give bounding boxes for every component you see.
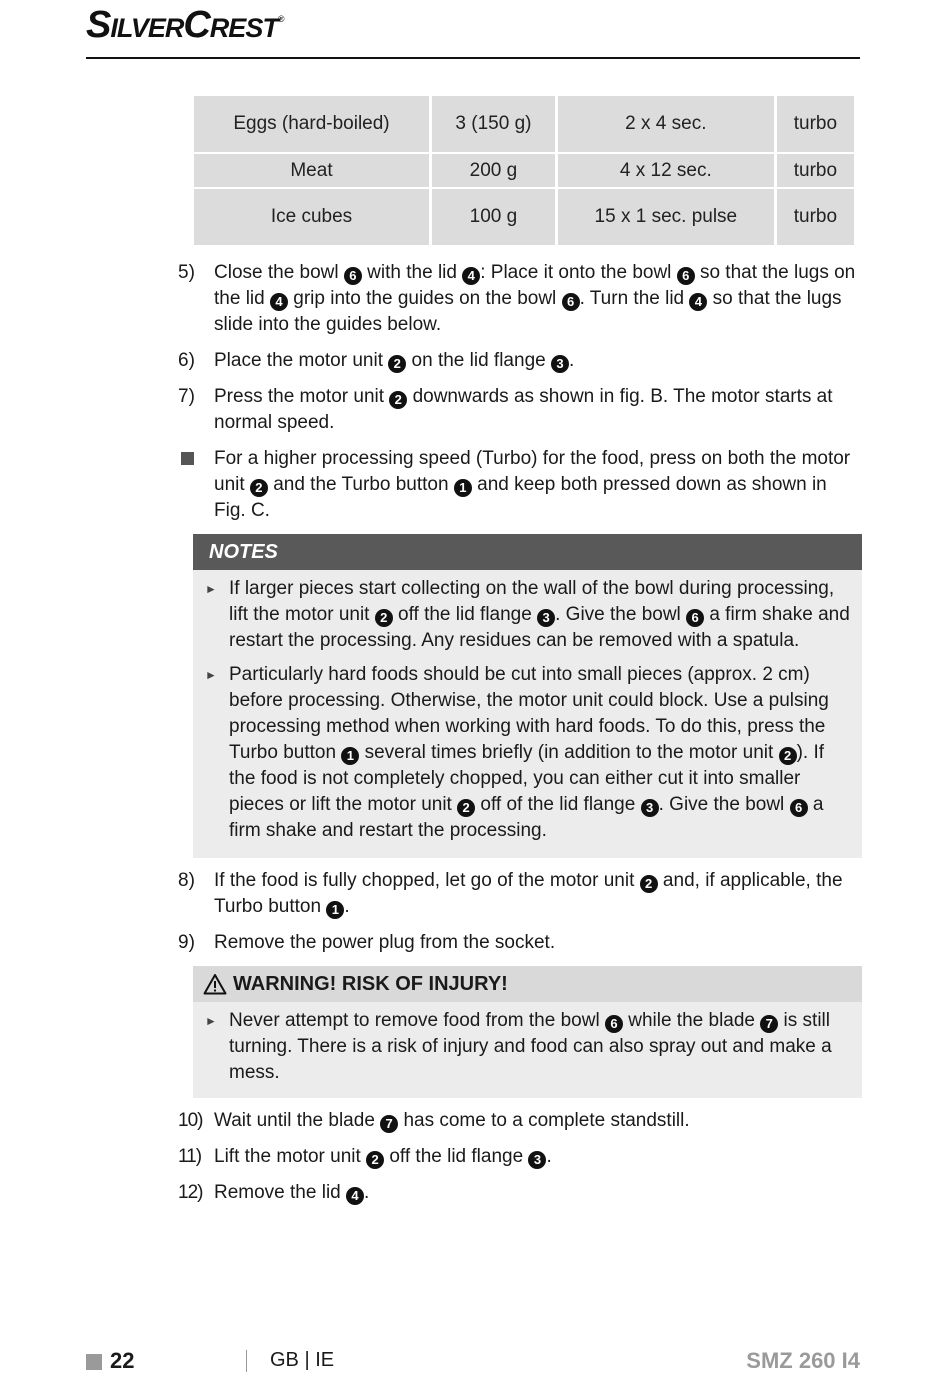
- warning-item: ► Never attempt to remove food from the bowl 6 while the blade 7 is still turning. There is a risk of injury and food can also spray out and make a mess.: [205, 1008, 850, 1086]
- ref-3-icon: 3: [528, 1151, 546, 1169]
- model-number: SMZ 260 I4: [746, 1348, 860, 1373]
- step-10: [178, 1108, 862, 1134]
- step-number: 10): [178, 1110, 203, 1131]
- step-number: 8): [178, 870, 195, 891]
- food-cell: Meat: [194, 154, 429, 187]
- table-row: [194, 154, 854, 187]
- ref-1-icon: 1: [341, 747, 359, 765]
- speed-cell: turbo: [777, 154, 854, 187]
- ref-3-icon: 3: [537, 609, 555, 627]
- table-row: [194, 189, 854, 245]
- ref-2-icon: 2: [366, 1151, 384, 1169]
- step-11: [178, 1144, 862, 1170]
- speed-cell: turbo: [777, 96, 854, 152]
- step-7: [178, 384, 862, 436]
- language-codes: GB | IE: [270, 1349, 335, 1371]
- step-text: Remove the power plug from the socket.: [214, 932, 556, 953]
- ref-7-icon: 7: [380, 1115, 398, 1133]
- ref-3-icon: 3: [551, 355, 569, 373]
- ref-2-icon: 2: [640, 875, 658, 893]
- ref-2-icon: 2: [250, 479, 268, 497]
- ref-4-icon: 4: [689, 293, 707, 311]
- time-cell: 15 x 1 sec. pulse: [558, 189, 774, 245]
- step-number: 11): [178, 1146, 202, 1167]
- time-cell: 2 x 4 sec.: [558, 96, 774, 152]
- ref-4-icon: 4: [346, 1187, 364, 1205]
- time-cell: 4 x 12 sec.: [558, 154, 774, 187]
- ref-1-icon: 1: [454, 479, 472, 497]
- bullet-text: For a higher processing speed (Turbo) for the food, press on both the motor unit 2 and the Turbo button 1 and keep both pressed down as shown in Fig. C.: [214, 448, 851, 521]
- step-number: 9): [178, 932, 195, 953]
- triangle-bullet-icon: ►: [205, 1014, 217, 1028]
- warning-header: [193, 966, 862, 1002]
- step-text: Place the motor unit 2 on the lid flange 3 .: [214, 350, 575, 371]
- step-number: 7): [178, 386, 195, 407]
- ref-4-icon: 4: [270, 293, 288, 311]
- page-number: 22: [110, 1348, 135, 1373]
- step-text: Wait until the blade 7 has come to a complete standstill.: [214, 1110, 690, 1131]
- step-text: Close the bowl 6 with the lid 4 : Place it onto the bowl 6 so that the lugs on the lid 4 grip into the guides on the bowl 6 . Turn the lid 4 so that the lugs slide into the guides below.: [214, 262, 856, 335]
- ref-2-icon: 2: [388, 355, 406, 373]
- table-row: [194, 96, 854, 152]
- food-cell: Ice cubes: [194, 189, 429, 245]
- ref-1-icon: 1: [326, 901, 344, 919]
- step-9: [178, 930, 862, 956]
- food-cell: Eggs (hard-boiled): [194, 96, 429, 152]
- ref-6-icon: 6: [677, 267, 695, 285]
- step-number: 5): [178, 262, 195, 283]
- speed-cell: turbo: [777, 189, 854, 245]
- step-12: [178, 1180, 862, 1206]
- step-text: Lift the motor unit 2 off the lid flange 3 .: [214, 1146, 552, 1167]
- step-text: If the food is fully chopped, let go of the motor unit 2 and, if applicable, the Turbo button 1 .: [214, 870, 843, 917]
- ref-6-icon: 6: [605, 1015, 623, 1033]
- step-5: [178, 260, 862, 338]
- brand-logo: SilverCrest®: [86, 4, 284, 46]
- ref-4-icon: 4: [462, 267, 480, 285]
- quantity-cell: 200 g: [432, 154, 555, 187]
- square-marker-icon: [86, 1354, 102, 1370]
- header-rule: [86, 57, 860, 59]
- step-number: 12): [178, 1182, 203, 1203]
- ref-2-icon: 2: [389, 391, 407, 409]
- warning-triangle-icon: [203, 973, 227, 995]
- turbo-bullet: [178, 446, 862, 524]
- ref-2-icon: 2: [375, 609, 393, 627]
- quantity-cell: 100 g: [432, 189, 555, 245]
- note-item: ► Particularly hard foods should be cut into small pieces (approx. 2 cm) before processing. Otherwise, the motor unit could block. Use a pulsing processing method when working with hard foods. To do this, press the Turbo button 1 several times briefly (in addition to the motor unit 2 ). If the food is not completely chopped, you can either cut it into smaller pieces or lift the motor unit 2 off of the lid flange 3 . Give the bowl 6 a firm shake and restart the processing.: [205, 662, 850, 844]
- square-bullet-icon: [178, 446, 214, 524]
- step-text: Press the motor unit 2 downwards as shown in fig. B. The motor starts at normal speed.: [214, 386, 833, 433]
- step-6: [178, 348, 862, 374]
- step-number: 6): [178, 350, 195, 371]
- step-text: Remove the lid 4 .: [214, 1182, 370, 1203]
- notes-title: NOTES: [193, 534, 862, 570]
- warning-box: [193, 966, 862, 1098]
- ref-3-icon: 3: [641, 799, 659, 817]
- ref-6-icon: 6: [790, 799, 808, 817]
- triangle-bullet-icon: ►: [205, 582, 217, 596]
- quantity-cell: 3 (150 g): [432, 96, 555, 152]
- warning-title: WARNING! RISK OF INJURY!: [233, 973, 508, 995]
- note-item: ► If larger pieces start collecting on the wall of the bowl during processing, lift the motor unit 2 off the lid flange 3 . Give the bowl 6 a firm shake and restart the processing. Any residues can be removed with a spatula.: [205, 576, 850, 654]
- ref-2-icon: 2: [779, 747, 797, 765]
- notes-box: [193, 534, 862, 858]
- ref-6-icon: 6: [562, 293, 580, 311]
- ref-6-icon: 6: [686, 609, 704, 627]
- page-footer: [86, 1346, 860, 1376]
- triangle-bullet-icon: ►: [205, 668, 217, 682]
- instructions: [178, 260, 862, 1216]
- step-8: [178, 868, 862, 920]
- divider: [246, 1350, 247, 1372]
- ref-7-icon: 7: [760, 1015, 778, 1033]
- ref-6-icon: 6: [344, 267, 362, 285]
- ref-2-icon: 2: [457, 799, 475, 817]
- processing-table: [191, 94, 857, 247]
